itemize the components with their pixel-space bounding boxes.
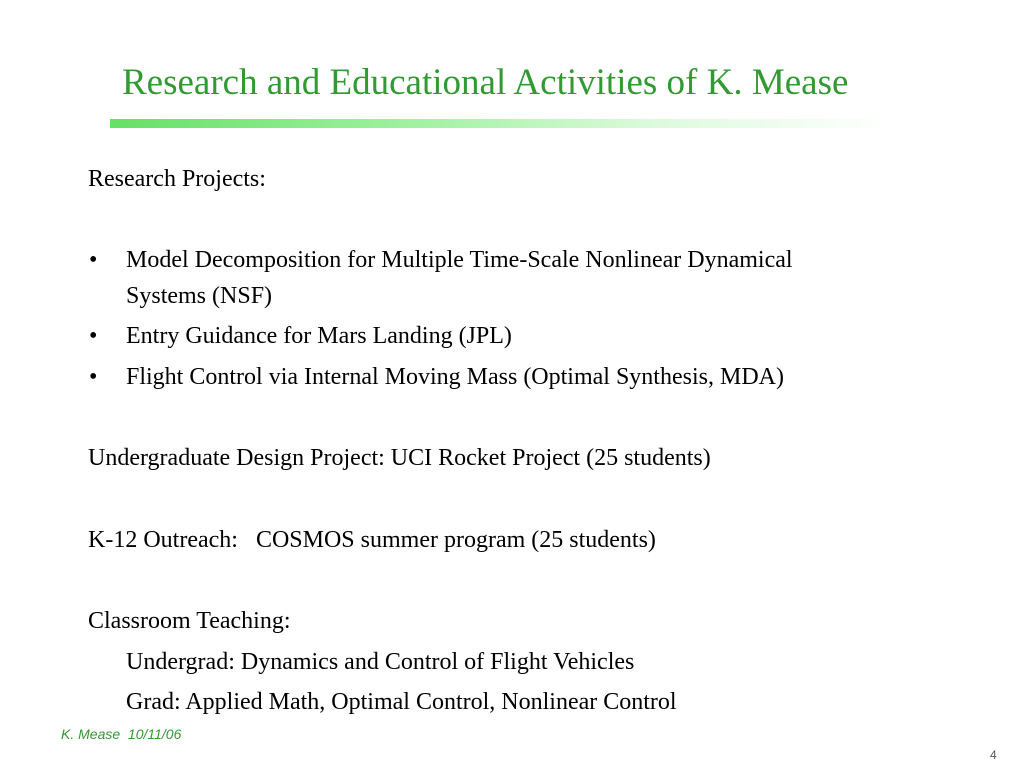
research-item-1-line1: Model Decomposition for Multiple Time-Scale Nonlinear Dynamical bbox=[126, 247, 793, 273]
research-item-1-line2: Systems (NSF) bbox=[126, 283, 273, 309]
research-item-2: Entry Guidance for Mars Landing (JPL) bbox=[126, 323, 512, 349]
bullet-icon: • bbox=[89, 364, 98, 390]
teaching-item-undergrad: Undergrad: Dynamics and Control of Flight Vehicles bbox=[126, 649, 635, 675]
teaching-item-grad: Grad: Applied Math, Optimal Control, Nonlinear Control bbox=[126, 689, 677, 715]
title-underline-bar bbox=[110, 119, 890, 128]
teaching-heading: Classroom Teaching: bbox=[88, 608, 291, 634]
bullet-icon: • bbox=[89, 247, 98, 273]
page-number: 4 bbox=[990, 748, 997, 762]
research-heading: Research Projects: bbox=[88, 166, 266, 192]
bullet-icon: • bbox=[89, 323, 98, 349]
research-item-3: Flight Control via Internal Moving Mass (Optimal Synthesis, MDA) bbox=[126, 364, 784, 390]
slide-title: Research and Educational Activities of K. Mease bbox=[122, 62, 849, 103]
footer-author-date: K. Mease 10/11/06 bbox=[61, 726, 182, 742]
undergrad-design-project: Undergraduate Design Project: UCI Rocket Project (25 students) bbox=[88, 445, 711, 471]
k12-outreach: K-12 Outreach: COSMOS summer program (25 students) bbox=[88, 527, 656, 553]
